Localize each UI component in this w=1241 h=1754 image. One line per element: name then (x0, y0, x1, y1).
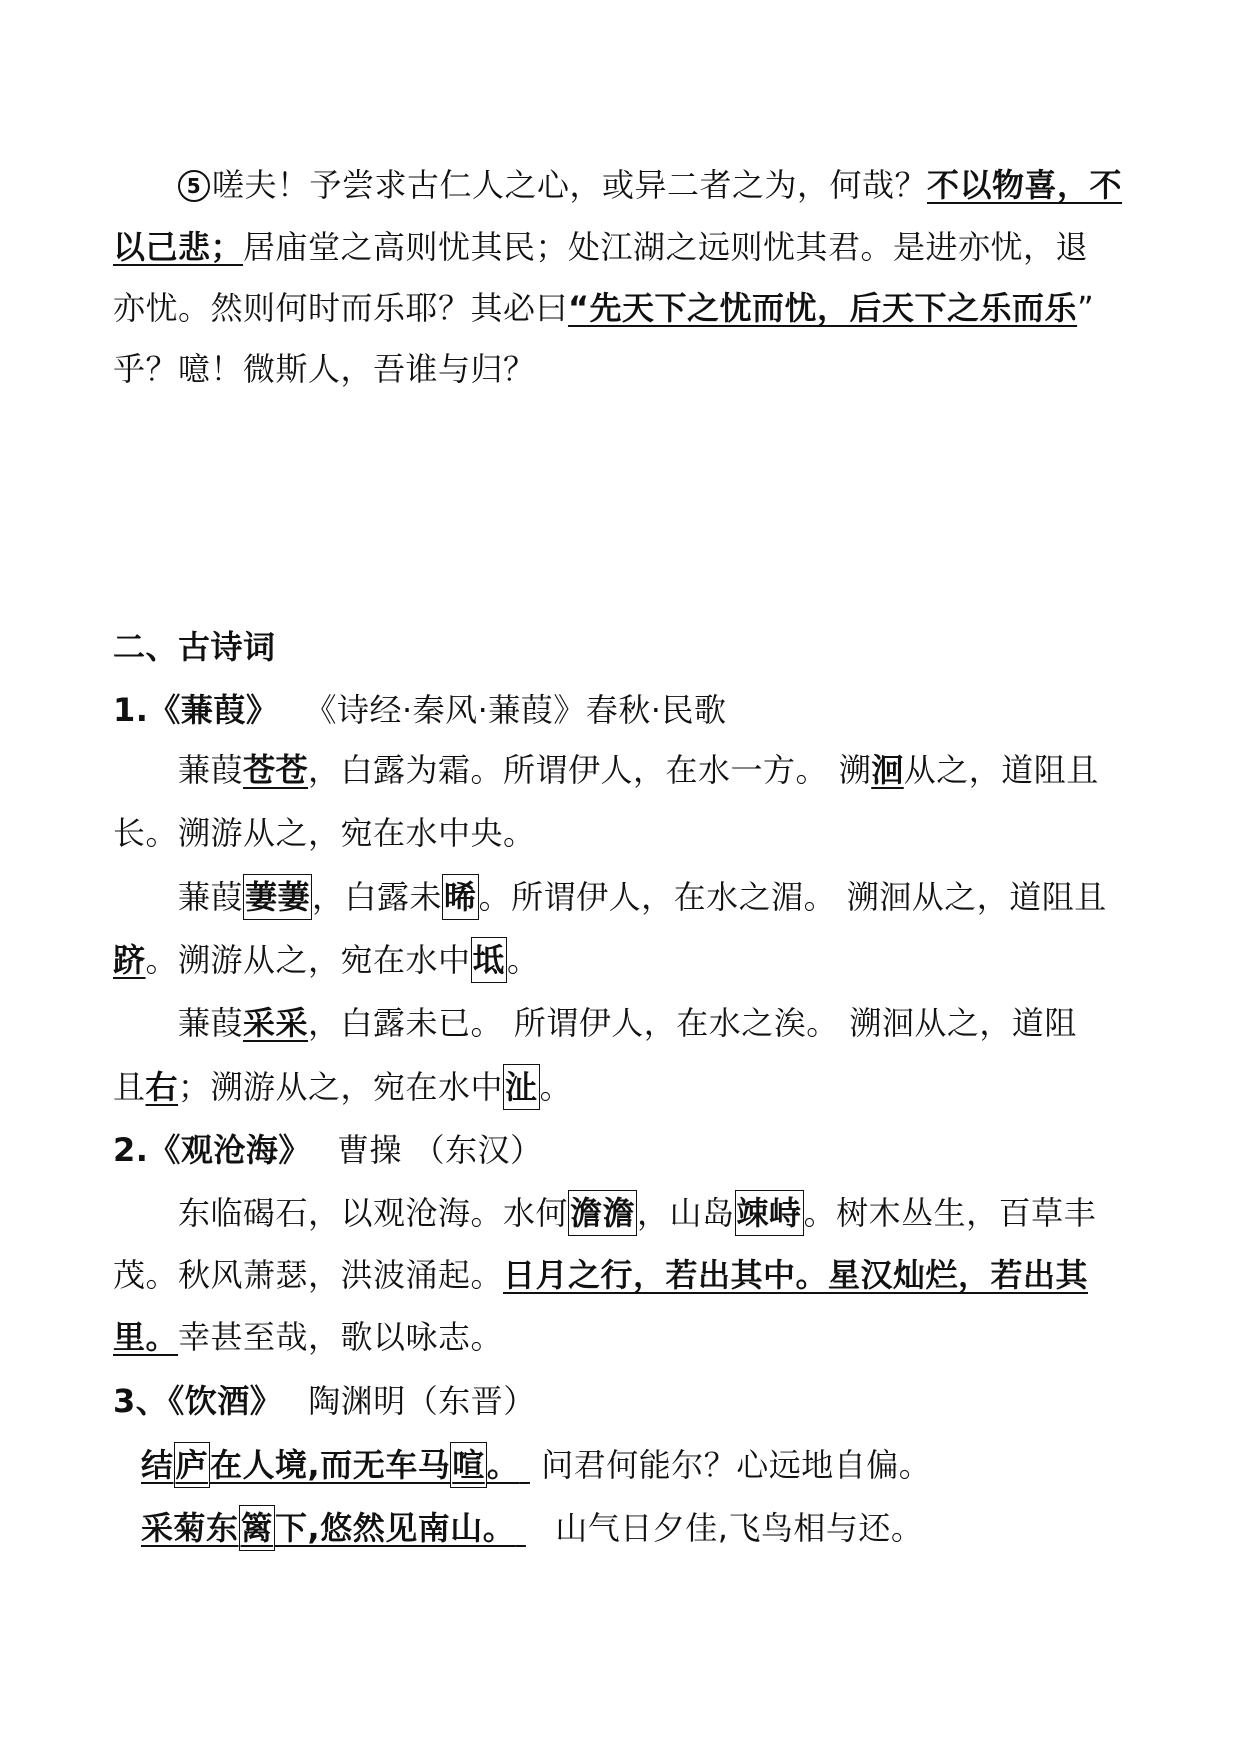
poem-text: 问君何能尔？心远地自偏。 (541, 1446, 932, 1484)
key-quote: 不以物喜，不 (927, 166, 1123, 204)
poem-text: ，白露未 (312, 878, 443, 916)
poem-text: ；溯游从之，宛在水中 (178, 1068, 504, 1106)
key-quote: 日月之行，若出其中。星汉灿烂，若出其 (503, 1256, 1089, 1294)
boxed-word: 庐 (174, 1442, 211, 1488)
boxed-word: 坻 (471, 937, 508, 983)
key-word: 洄 (871, 751, 904, 789)
prose-text: 亦忧。然则何时而乐耶？其必曰 (113, 289, 569, 327)
poem1-line-4 (113, 935, 540, 985)
underline-gap (515, 1503, 537, 1553)
boxed-word: 竦峙 (735, 1190, 804, 1236)
poem1-source: 《诗经·秦风·蒹葭》春秋·民歌 (304, 691, 727, 729)
poem-text: ，白露未已。 所谓伊人，在水之涘。 溯洄从之，道阻 (308, 1004, 1077, 1042)
boxed-word: 喧 (450, 1442, 487, 1488)
prose-line-1 (178, 160, 1122, 210)
poem-text: 茂。秋风萧瑟，洪波涌起。 (113, 1256, 504, 1294)
poem1-line-2 (113, 808, 536, 858)
key-word: 右 (145, 1068, 179, 1106)
poem2-line-2 (113, 1250, 1088, 1300)
key-quote: “先天下之忧而忧，后天下之乐而乐 (568, 289, 1078, 327)
key-quote: 以己悲； (113, 228, 244, 266)
poem2-author: 曹操 （东汉） (336, 1131, 543, 1169)
poem1-line-6 (113, 1062, 572, 1112)
boxed-word: 萋萋 (243, 874, 312, 920)
poem-text: 。树木丛生，百草丰 (803, 1194, 1097, 1232)
poem-text: 蒹葭 (178, 751, 244, 789)
key-word: 采采 (243, 1004, 309, 1042)
poem-text: 山气日夕佳,飞鸟相与还。 (555, 1509, 924, 1547)
poem3-author: 陶渊明（东晋） (308, 1382, 536, 1420)
prose-text: ” (1077, 289, 1095, 327)
key-quote: 采菊东 (141, 1509, 239, 1547)
boxed-word: 沚 (503, 1064, 540, 1110)
poem1-line-5 (178, 998, 1077, 1048)
key-word: 苍苍 (243, 751, 309, 789)
poem-text: 蒹葭 (178, 878, 244, 916)
poem3-line-2 (141, 1503, 923, 1553)
poem2-line-1 (178, 1188, 1096, 1238)
boxed-word: 篱 (239, 1505, 276, 1551)
section-heading: 二、古诗词 (113, 628, 276, 666)
key-quote: 下,悠然见南山。 (275, 1509, 516, 1547)
prose-text: 乎？噫！微斯人，吾谁与归？ (113, 350, 536, 388)
prose-line-4 (113, 344, 536, 394)
poem-text: 东临碣石，以观沧海。水何 (178, 1194, 569, 1232)
poem-text: 。所谓伊人，在水之湄。 溯洄从之，道阻且 (478, 878, 1107, 916)
key-word: 跻 (113, 941, 146, 979)
key-quote: 在人境,而无车马 (210, 1446, 451, 1484)
boxed-word: 晞 (442, 874, 479, 920)
key-quote: 结 (141, 1446, 174, 1484)
poem-text: 蒹葭 (178, 1004, 244, 1042)
poem2-line-3 (113, 1312, 503, 1362)
key-quote: 。 (486, 1446, 520, 1484)
poem-text: ，白露为霜。所谓伊人，在水一方。 溯 (308, 751, 872, 789)
poem3-line-1 (141, 1440, 931, 1490)
key-quote: 里。 (113, 1318, 179, 1356)
poem-text: 从之，道阻且 (903, 751, 1099, 789)
poem2-title: 2.《观沧海》 (113, 1131, 311, 1169)
poem-text: 且 (113, 1068, 146, 1106)
poem-text: 。 (507, 941, 540, 979)
poem3-title-line (113, 1376, 536, 1426)
prose-text: 居庙堂之高则忧其民；处江湖之远则忧其君。是进亦忧，退 (243, 228, 1089, 266)
poem2-title-line (113, 1125, 543, 1175)
poem-text: 长。溯游从之，宛在水中央。 (113, 814, 536, 852)
poem1-title-line (113, 685, 726, 735)
prose-line-3 (113, 283, 1094, 333)
underline-gap (519, 1440, 541, 1490)
poem1-line-1 (178, 745, 1099, 795)
poem-text: 幸甚至哉，歌以咏志。 (178, 1318, 504, 1356)
poem1-line-3 (178, 872, 1107, 922)
prose-text: 嗟夫！予尝求古仁人之心，或异二者之为，何哉？ (212, 166, 928, 204)
prose-line-2 (113, 222, 1088, 272)
paragraph-number-badge: 5 (178, 170, 210, 202)
poem-text: 。 (539, 1068, 573, 1106)
poem-text: 。溯游从之，宛在水中 (145, 941, 471, 979)
poem-text: ，山岛 (637, 1194, 735, 1232)
poem1-title: 1.《蒹葭》 (113, 691, 279, 729)
poem3-title: 3、《饮酒》 (113, 1382, 283, 1420)
boxed-word: 澹澹 (568, 1190, 637, 1236)
